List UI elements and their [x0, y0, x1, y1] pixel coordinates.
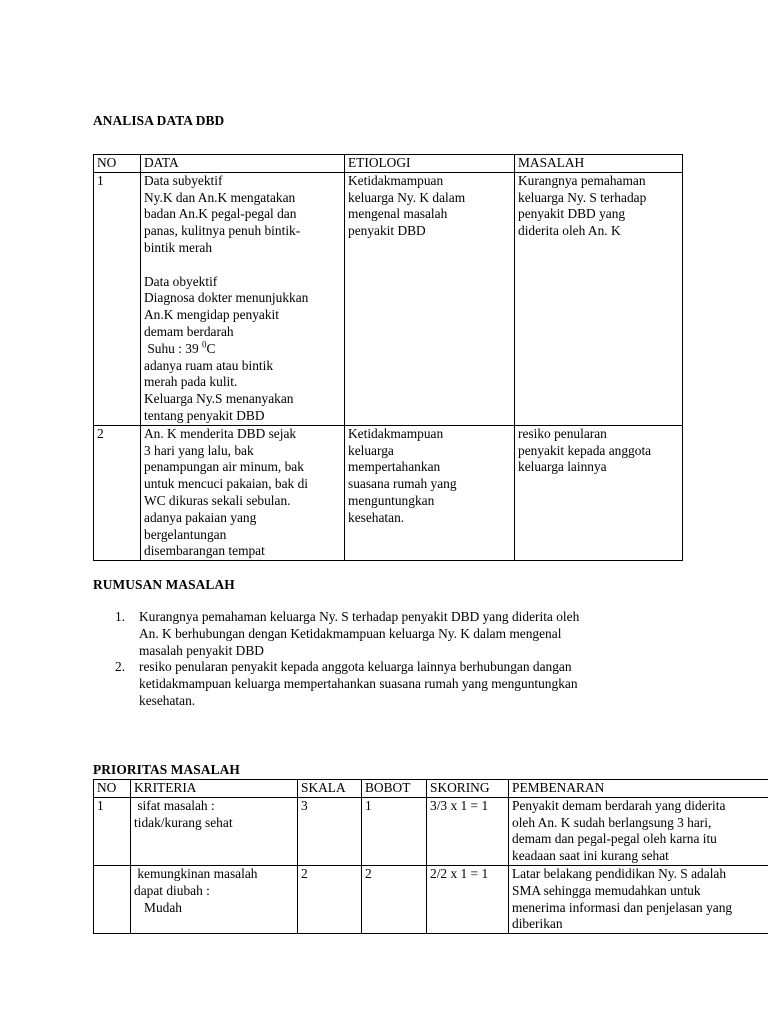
pembenaran-line: diberikan [512, 916, 563, 932]
masalah-line: penyakit kepada anggota [518, 442, 652, 458]
list-item-line: ketidakmampuan keluarga mempertahankan suasana rumah yang menguntungkan [139, 676, 578, 692]
list-item-line: An. K berhubungan dengan Ketidakmampuan keluarga Ny. K dalam mengenal [139, 625, 562, 641]
data-line-blank [144, 257, 341, 274]
data-line: tentang penyakit DBD [144, 407, 265, 423]
analysis-header-data: DATA [141, 155, 345, 173]
kriteria-line: dapat diubah : [134, 882, 210, 898]
masalah-line: diderita oleh An. K [518, 223, 621, 239]
pembenaran-line: Latar belakang pendidikan Ny. S adalah [512, 865, 727, 881]
masalah-line: keluarga lainnya [518, 459, 607, 475]
data-line: untuk mencuci pakaian, bak di [144, 476, 308, 492]
pembenaran-line: SMA sehingga memudahkan untuk [512, 882, 701, 898]
prioritas-row-bobot: 1 [362, 797, 427, 865]
data-line: WC dikuras sekali sebulan. [144, 492, 291, 508]
temperature-unit: C [206, 340, 216, 356]
list-item-number: 2. [115, 659, 126, 675]
analysis-header-etiologi: ETIOLOGI [345, 155, 515, 173]
rumusan-list [93, 609, 733, 710]
etiologi-line: mempertahankan [348, 459, 441, 475]
masalah-line: keluarga Ny. S terhadap [518, 189, 647, 205]
data-line: adanya pakaian yang [144, 509, 257, 525]
prioritas-header-skala: SKALA [298, 780, 362, 798]
analysis-row-etiologi [345, 172, 515, 425]
data-line: bintik merah [144, 239, 213, 255]
data-line: penampungan air minum, bak [144, 459, 304, 475]
etiologi-line: penyakit DBD [348, 223, 426, 239]
analysis-row-no: 2 [94, 425, 141, 560]
analysis-row-no: 1 [94, 172, 141, 425]
analysis-row-masalah [515, 425, 683, 560]
masalah-line: penyakit DBD yang [518, 206, 626, 222]
rumusan-title: RUMUSAN MASALAH [93, 577, 235, 592]
analysis-header-no: NO [94, 155, 141, 173]
prioritas-row-kriteria [131, 797, 298, 865]
etiologi-line: mengenal masalah [348, 206, 448, 222]
prioritas-row-skala: 2 [298, 865, 362, 933]
data-line: An. K menderita DBD sejak [144, 425, 297, 441]
prioritas-row-bobot: 2 [362, 865, 427, 933]
data-line: panas, kulitnya penuh bintik- [144, 223, 301, 239]
list-item-number: 1. [115, 609, 126, 624]
prioritas-row-skoring: 2/2 x 1 = 1 [427, 865, 509, 933]
etiologi-line: Ketidakmampuan [348, 425, 444, 441]
table-row [94, 865, 768, 933]
data-line: demam berdarah [144, 323, 234, 339]
kriteria-line: Mudah [134, 899, 182, 915]
data-line: adanya ruam atau bintik [144, 357, 274, 373]
degree-sup: 0 [202, 339, 207, 350]
kriteria-line: tidak/kurang sehat [134, 814, 233, 830]
temperature-prefix: Suhu : 39 [144, 340, 203, 356]
analysis-header-row [94, 155, 683, 173]
etiologi-line: menguntungkan [348, 492, 435, 508]
prioritas-row-pembenaran [509, 865, 768, 933]
data-line: An.K mengidap penyakit [144, 307, 279, 323]
kriteria-line: kemungkinan masalah [134, 865, 258, 881]
analysis-row-etiologi [345, 425, 515, 560]
data-line: bergelantungan [144, 526, 227, 542]
pembenaran-line: Penyakit demam berdarah yang diderita [512, 797, 726, 813]
list-item-line: resiko penularan penyakit kepada anggota keluarga lainnya berhubungan dangan [139, 659, 572, 675]
analysis-row-masalah [515, 172, 683, 425]
table-row [94, 172, 683, 425]
list-item-line: kesehatan. [139, 692, 196, 708]
prioritas-row-kriteria [131, 865, 298, 933]
list-item [93, 659, 733, 709]
pembenaran-line: keadaan saat ini kurang sehat [512, 848, 669, 864]
data-line: badan An.K pegal-pegal dan [144, 206, 297, 222]
data-line: Ny.K dan An.K mengatakan [144, 189, 296, 205]
prioritas-header-bobot: BOBOT [362, 780, 427, 798]
prioritas-header-no: NO [94, 780, 131, 798]
kriteria-line: sifat masalah : [134, 797, 215, 813]
prioritas-row-skala: 3 [298, 797, 362, 865]
list-item [93, 609, 733, 659]
analysis-title: ANALISA DATA DBD [93, 113, 225, 128]
prioritas-header-row [94, 780, 768, 798]
prioritas-header-pembenaran: PEMBENARAN [509, 780, 768, 798]
table-row [94, 425, 683, 560]
pembenaran-line: demam dan pegal-pegal oleh karna itu [512, 831, 717, 847]
temperature-line [144, 341, 341, 358]
prioritas-table [93, 779, 768, 934]
prioritas-row-no: 1 [94, 797, 131, 865]
prioritas-row-skoring: 3/3 x 1 = 1 [427, 797, 509, 865]
pembenaran-line: oleh An. K sudah berlangsung 3 hari, [512, 814, 712, 830]
prioritas-header-kriteria: KRITERIA [131, 780, 298, 798]
prioritas-row-pembenaran [509, 797, 768, 865]
data-line: Keluarga Ny.S menanyakan [144, 391, 294, 407]
etiologi-line: keluarga [348, 442, 394, 458]
data-line: Data subyektif [144, 172, 223, 188]
etiologi-line: kesehatan. [348, 509, 405, 525]
prioritas-header-skoring: SKORING [427, 780, 509, 798]
masalah-line: Kurangnya pemahaman [518, 172, 646, 188]
table-row [94, 797, 768, 865]
data-line: merah pada kulit. [144, 374, 238, 390]
prioritas-title: PRIORITAS MASALAH [93, 762, 240, 777]
etiologi-line: Ketidakmampuan [348, 172, 444, 188]
masalah-line: resiko penularan [518, 425, 607, 441]
data-line: 3 hari yang lalu, bak [144, 442, 254, 458]
list-item-line: Kurangnya pemahaman keluarga Ny. S terhadap penyakit DBD yang diderita oleh [139, 609, 580, 624]
data-line: disembarangan tempat [144, 543, 265, 559]
analysis-row-data [141, 425, 345, 560]
pembenaran-line: menerima informasi dan penjelasan yang [512, 899, 733, 915]
etiologi-line: keluarga Ny. K dalam [348, 189, 466, 205]
etiologi-line: suasana rumah yang [348, 476, 457, 492]
analysis-header-masalah: MASALAH [515, 155, 683, 173]
prioritas-row-no [94, 865, 131, 933]
data-line: Data obyektif [144, 273, 218, 289]
list-item-line: masalah penyakit DBD [139, 642, 264, 658]
data-line: Diagnosa dokter menunjukkan [144, 290, 309, 306]
analysis-row-data [141, 172, 345, 425]
analysis-table [93, 154, 683, 561]
